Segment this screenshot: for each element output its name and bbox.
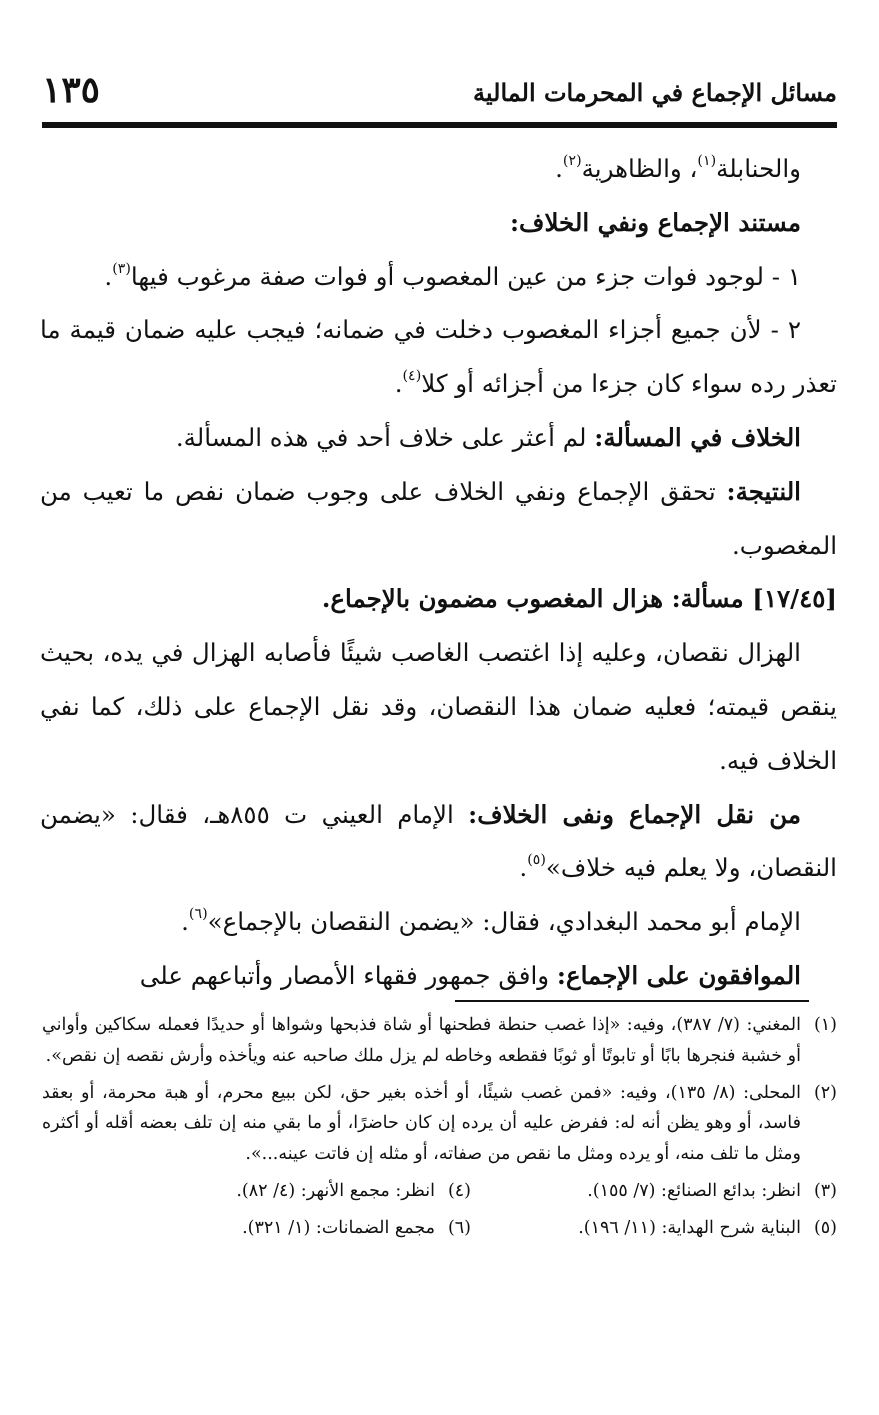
paragraph-label: النتيجة: (726, 476, 801, 506)
evidence-item-2: ٢ - لأن جميع أجزاء المغصوب دخلت في ضمانه؛ فيجب عليه ضمان قيمة ما تعذر رده سواء كان جزءا من أجزائه أو كلا$^{(٤)}$. (40, 315, 837, 399)
footnote-5: (٥) البناية شرح الهداية: (١١/ ١٩٦). (471, 1213, 837, 1244)
footnote-ref: (٢) (562, 152, 582, 169)
page-number: ١٣٥ (42, 69, 101, 111)
disagreement-paragraph: الخلاف في المسألة: لم أعثر على خلاف أحد في هذه المسألة. (175, 422, 801, 452)
paragraph-label: الموافقون على الإجماع: (556, 960, 801, 990)
footnote-2: (٢) المحلى: (٨/ ١٣٥)، وفيه: «فمن غصب شيئًا، أو أخذه بغير حق، لكن ببيع محرم، أو هبة محرمة، أو بعقد فاسد، أو وهو يظن أنه له: ففرض عليه أن يرده إن كان حاضرًا، أو ما بقي منه إن تلف بعضه أقله أو أكثره ومثل ما تلف منه، أو يرده ومثل ما نقص من صفاته، أو مثله إن فاتت عينه...». (42, 1078, 837, 1170)
continuation-line: والحنابلة$^{(١)}$، والظاهرية$^{(٢)}$. (555, 152, 801, 183)
footnote-number: (١) (813, 1015, 837, 1035)
footnote-4: (٤) انظر: مجمع الأنهر: (٤/ ٨٢). (105, 1176, 471, 1207)
footnote-1: (١) المغني: (٧/ ٣٨٧)، وفيه: «إذا غصب حنطة فطحنها أو شاة فذبحها وشواها أو حديدًا فعمله سكاكين وأواني أو خشبة فنجرها بابًا أو تابوتًا أو ثوبًا فقطعه وخاطه لم يزل ملك صاحبه عنه ويأخذه وأرش نقصه إن نقص». (42, 1010, 837, 1072)
footnote-ref: (٦) (188, 906, 208, 923)
footnote-6: (٦) مجمع الضمانات: (١/ ٣٢١). (105, 1213, 471, 1244)
agreeing-paragraph: الموافقون على الإجماع: وافق جمهور فقهاء الأمصار وأتباعهم على (139, 960, 801, 990)
footnote-ref: (٥) (527, 852, 546, 869)
footnotes (42, 1010, 837, 1244)
footnote-row (42, 1176, 837, 1207)
footnote-number: (٢) (813, 1082, 837, 1103)
body-text (40, 142, 837, 1003)
header-rule (42, 122, 837, 128)
paragraph-label: من نقل الإجماع ونفى الخلاف: (468, 799, 801, 829)
paragraph-label: الخلاف في المسألة: (594, 422, 801, 452)
footnote-3: (٣) انظر: بدائع الصنائع: (٧/ ١٥٥). (471, 1176, 837, 1207)
footnote-number: (٦) (447, 1217, 471, 1238)
footnote-ref: (٤) (402, 368, 422, 385)
footnote-rule (455, 1000, 809, 1002)
page-header (42, 70, 837, 122)
running-title: مسائل الإجماع في المحرمات المالية (473, 78, 837, 107)
issue-paragraph: الهزال نقصان، وعليه إذا اغتصب الغاصب شيئًا فأصابه الهزال في يده، بحيث ينقص قيمته؛ فعليه ضمان هذا النقصان، وقد نقل الإجماع على ذلك، كما نفي الخلاف فيه. (40, 638, 837, 775)
footnote-number: (٣) (813, 1180, 837, 1201)
evidence-item-1: ١ - لوجود فوات جزء من عين المغصوب أو فوات صفة مرغوب فيها$^{(٣)}$. (104, 260, 801, 291)
footnote-number: (٤) (447, 1180, 471, 1201)
footnote-row (42, 1213, 837, 1244)
transmitters-paragraph: من نقل الإجماع ونفى الخلاف: الإمام العيني ت ٨٥٥هـ، فقال: «يضمن النقصان، ولا يعلم فيه خلاف»$^{(٥)}$. (40, 799, 837, 883)
issue-heading: [١٧/٤٥] مسألة: هزال المغصوب مضمون بالإجماع. (321, 584, 837, 614)
section-heading-evidence: مستند الإجماع ونفي الخلاف: (510, 207, 801, 237)
footnote-number: (٥) (813, 1217, 837, 1238)
footnote-ref: (١) (697, 152, 717, 169)
result-paragraph: النتيجة: تحقق الإجماع ونفي الخلاف على وجوب ضمان نفص ما تعيب من المغصوب. (40, 476, 837, 560)
baghdadi-paragraph: الإمام أبو محمد البغدادي، فقال: «يضمن النقصان بالإجماع»$^{(٦)}$. (181, 906, 801, 937)
footnote-ref: (٣) (112, 260, 131, 277)
